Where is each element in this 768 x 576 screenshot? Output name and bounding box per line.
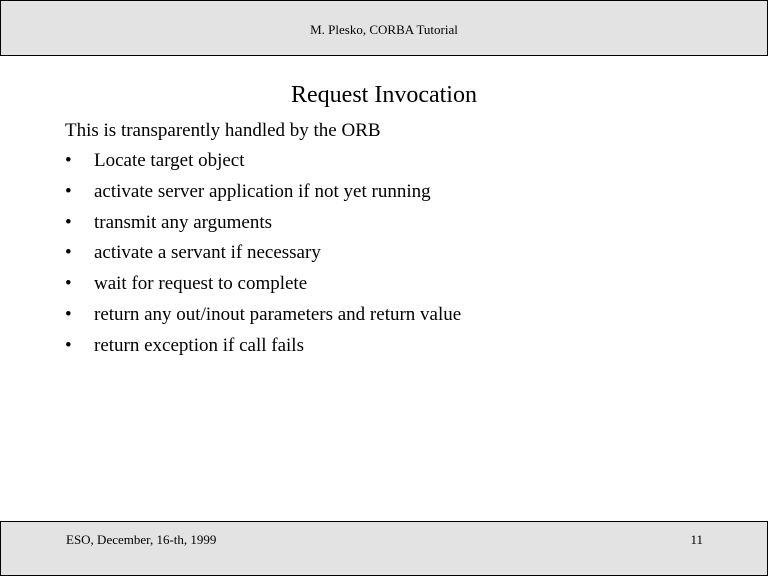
- slide-title: Request Invocation: [291, 82, 477, 108]
- page-number: 11: [690, 532, 703, 547]
- footer-date: ESO, December, 16-th, 1999: [66, 532, 217, 547]
- bullet-icon: •: [65, 150, 72, 171]
- bullet-icon: •: [65, 211, 72, 233]
- bullet-icon: •: [65, 273, 72, 295]
- slide-footer: [0, 521, 768, 576]
- bullet-text: Locate target object: [94, 150, 245, 171]
- intro-text: This is transparently handled by the ORB: [65, 120, 381, 141]
- slide-header: [0, 0, 768, 56]
- bullet-icon: •: [65, 180, 72, 202]
- bullet-text: wait for request to complete: [94, 273, 308, 295]
- bullet-text: return any out/inout parameters and return value: [94, 303, 462, 325]
- bullet-text: activate a servant if necessary: [94, 242, 321, 264]
- bullet-icon: •: [65, 242, 72, 264]
- bullet-icon: •: [65, 303, 72, 325]
- bullet-text: transmit any arguments: [94, 211, 273, 233]
- bullet-text: activate server application if not yet running: [94, 180, 431, 202]
- header-text: M. Plesko, CORBA Tutorial: [310, 22, 458, 37]
- bullet-text: return exception if call fails: [94, 334, 304, 356]
- bullet-icon: •: [65, 334, 72, 356]
